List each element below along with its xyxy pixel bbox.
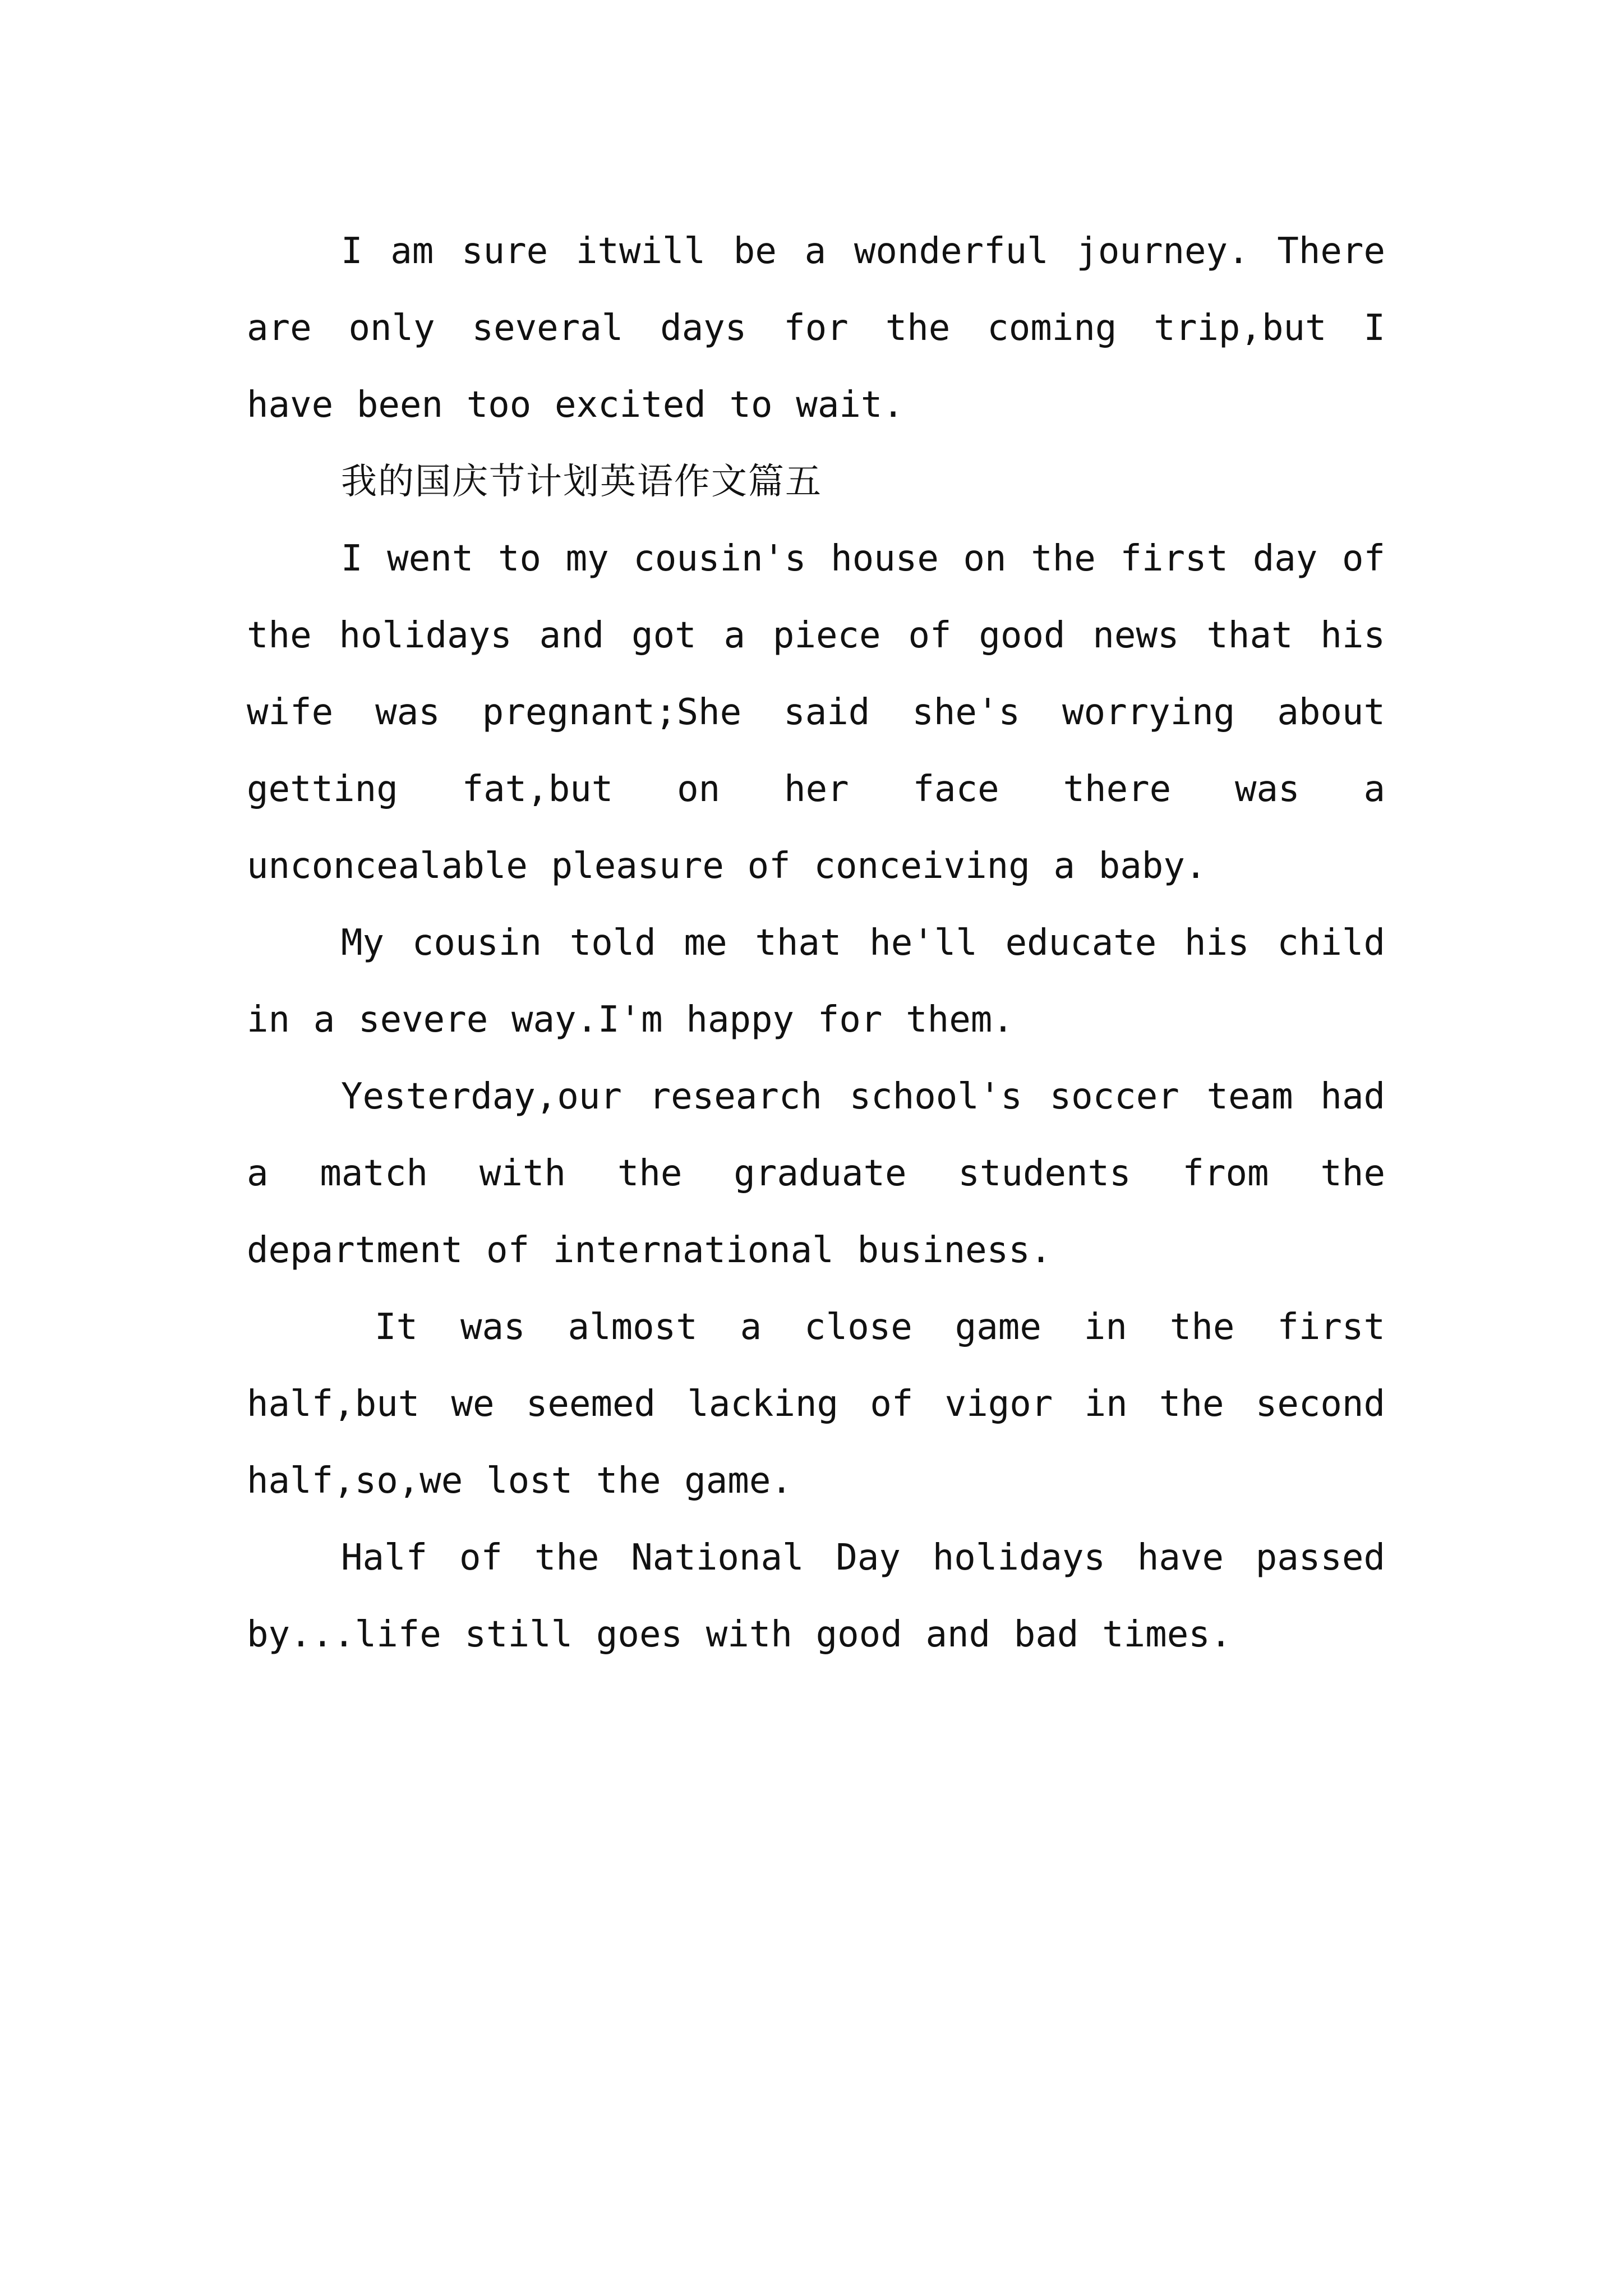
document-body — [247, 213, 1385, 1673]
paragraph-journey: I am sure itwill be a wonderful journey. There are only several days for the coming trip,but I have been too excited to wait. — [247, 231, 1385, 426]
paragraph-close-game: It was almost a close game in the first half,but we seemed lacking of vigor in the second half,so,we lost the game. — [247, 1306, 1385, 1502]
paragraph-holidays-passed: Half of the National Day holidays have passed by...life still goes with good and bad times. — [247, 1537, 1385, 1655]
paragraph-cousin-house: I went to my cousin's house on the first day of the holidays and got a piece of good news that his wife was pregnant;She said she's worrying about getting fat,but on her face there was a unconcealable pleasure of conceiving a baby. — [247, 538, 1385, 887]
section-heading: 我的国庆节计划英语作文篇五 — [341, 461, 822, 503]
paragraph-soccer-match: Yesterday,our research school's soccer team had a match with the graduate students from the department of international business. — [247, 1076, 1385, 1271]
paragraph-educate-child: My cousin told me that he'll educate his child in a severe way.I'm happy for them. — [247, 922, 1385, 1041]
